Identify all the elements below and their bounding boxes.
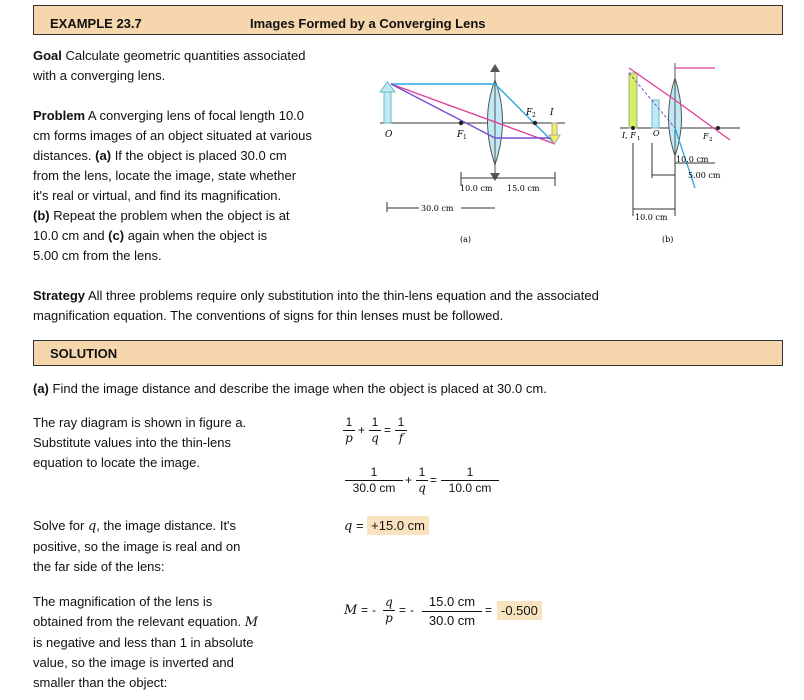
example-title: Images Formed by a Converging Lens — [250, 16, 486, 31]
step2-line2: positive, so the image is real and on — [33, 539, 241, 554]
step2-line1a: Solve for — [33, 518, 85, 533]
part-a-label: (a) — [33, 381, 49, 396]
eq2-frac-30: $\frac{1}{30.0 cm}$ — [345, 466, 403, 495]
problem-line7b: again when the object is — [127, 228, 268, 243]
problem-line3b: If the object is placed 30.0 cm — [114, 148, 287, 163]
label-f2-a: F — [526, 108, 533, 118]
step3-line4: value, so the image is inverted and — [33, 655, 234, 670]
eq4-frac-q-p: $\frac{q}{p}$ — [383, 596, 395, 625]
problem-part-c: (c) — [108, 228, 125, 243]
problem-paragraph — [33, 106, 383, 266]
goal-text-line1: Calculate geometric quantities associated — [65, 48, 306, 63]
eq4-equals-3: = — [485, 603, 493, 617]
label-f1-a: F — [457, 130, 464, 140]
eq1-frac-1-p: $\frac{1}{p}$ — [343, 416, 355, 445]
lens-bottom-arrow-icon — [490, 173, 500, 181]
label-o-b: O — [653, 129, 660, 138]
eq4-equals-1: = — [361, 603, 369, 617]
problem-line4: from the lens, locate the image, state whether — [33, 168, 297, 183]
dim-label-10-right-b: 10.0 cm — [676, 155, 709, 164]
step2-var-q: q — [87, 519, 97, 534]
step1-line3: equation to locate the image. — [33, 455, 200, 470]
dim-label-30-a: 30.0 cm — [421, 204, 454, 213]
goal-paragraph — [33, 46, 373, 86]
dim-label-10-a: 10.0 cm — [460, 184, 493, 193]
label-f2-sub-b: 2 — [709, 137, 713, 143]
object-arrow-body — [384, 90, 391, 123]
strategy-line1: All three problems require only substitution into the thin-lens equation and the associated — [87, 288, 599, 303]
step3-var-m: M — [244, 615, 259, 630]
caption-a: (a) — [460, 235, 472, 244]
dim-label-15-a: 15.0 cm — [507, 184, 540, 193]
eq2-frac-q: $\frac{1}{q}$ — [416, 466, 428, 495]
eq4-result-highlight: -0.500 — [497, 601, 542, 620]
solution-header-bar — [33, 340, 783, 366]
step2-line1b: , the image distance. It's — [96, 518, 237, 533]
step3-line3: is negative and less than 1 in absolute — [33, 635, 254, 650]
problem-line6: Repeat the problem when the object is at — [53, 208, 290, 223]
strategy-paragraph — [33, 286, 773, 326]
label-f2-b: F — [703, 132, 709, 141]
step2-line3: the far side of the lens: — [33, 559, 165, 574]
strategy-line2: magnification equation. The conventions of signs for thin lenses must be followed. — [33, 308, 504, 323]
eq3-equals: = — [355, 518, 364, 533]
eq4-minus-1: - — [372, 603, 376, 617]
label-i-f1-b: I, F — [622, 131, 636, 140]
eq4-var-m: M — [344, 603, 358, 618]
problem-line1: A converging lens of focal length 10.0 — [87, 108, 305, 123]
image-distance-result — [344, 518, 429, 534]
goal-label: Goal — [33, 48, 62, 63]
step1-line2: Substitute values into the thin-lens — [33, 435, 232, 450]
eq1-frac-1-f: $\frac{1}{f}$ — [395, 416, 407, 445]
problem-part-a: (a) — [95, 148, 112, 163]
eq2-equals: = — [430, 473, 438, 487]
goal-text-line2: with a converging lens. — [33, 68, 166, 83]
caption-b: (b) — [662, 235, 674, 244]
eq1-frac-1-q: $\frac{1}{q}$ — [369, 416, 381, 445]
step1-text — [33, 413, 323, 473]
focal-point-b1 — [631, 126, 635, 130]
problem-line2: cm forms images of an object situated at various — [33, 128, 312, 143]
label-f1-sub-a: 1 — [463, 134, 467, 141]
example-number: EXAMPLE 23.7 — [50, 16, 142, 31]
lens-top-arrow-icon — [490, 64, 500, 72]
example-header-bar — [33, 5, 783, 35]
ray-parallel-refracted — [495, 84, 555, 144]
eq3-var-q: q — [344, 519, 353, 534]
eq3-value-highlight: +15.0 cm — [367, 516, 429, 535]
problem-label: Problem — [33, 108, 86, 123]
label-i-f1-sub-b: 1 — [637, 136, 641, 142]
focal-point-b2 — [716, 126, 720, 130]
eq4-minus-2: - — [410, 603, 414, 617]
label-f2-sub-a: 2 — [532, 112, 536, 119]
step3-line1: The magnification of the lens is — [33, 594, 213, 609]
label-o-a: O — [385, 130, 393, 140]
solution-label: SOLUTION — [50, 346, 118, 361]
eq2-plus: + — [405, 473, 413, 487]
step3-line5: smaller than the object: — [33, 675, 168, 690]
part-a-heading — [33, 379, 773, 399]
eq2-frac-10: $\frac{1}{10.0 cm}$ — [441, 466, 499, 495]
ray-diagram-a — [375, 60, 585, 250]
eq1-plus: + — [358, 423, 366, 437]
eq4-equals-2: = — [399, 603, 407, 617]
focal-point-f2 — [533, 121, 537, 125]
dim-label-5-b: 5.00 cm — [688, 171, 721, 180]
part-a-text: Find the image distance and describe the image when the object is placed at 30.0 cm. — [52, 381, 547, 396]
problem-line8: 5.00 cm from the lens. — [33, 248, 162, 263]
dim-label-10-bottom-b: 10.0 cm — [635, 213, 668, 222]
ray-diagram-b — [600, 48, 745, 250]
strategy-label: Strategy — [33, 288, 86, 303]
ray-focal — [391, 84, 495, 138]
eq1-equals: = — [384, 423, 392, 437]
step3-text — [33, 592, 323, 693]
focal-point-f1 — [459, 121, 463, 125]
problem-part-b: (b) — [33, 208, 50, 223]
eq4-frac-values: $\frac{15.0 cm}{30.0 cm}$ — [422, 594, 482, 629]
step2-text — [33, 516, 323, 577]
problem-line7a: 10.0 cm and — [33, 228, 105, 243]
step1-line1: The ray diagram is shown in figure a. — [33, 415, 247, 430]
label-i-a: I — [550, 108, 554, 118]
problem-line3a: distances. — [33, 148, 92, 163]
problem-line5: it's real or virtual, and find its magnification. — [33, 188, 282, 203]
step3-line2a: obtained from the relevant equation. — [33, 614, 242, 629]
